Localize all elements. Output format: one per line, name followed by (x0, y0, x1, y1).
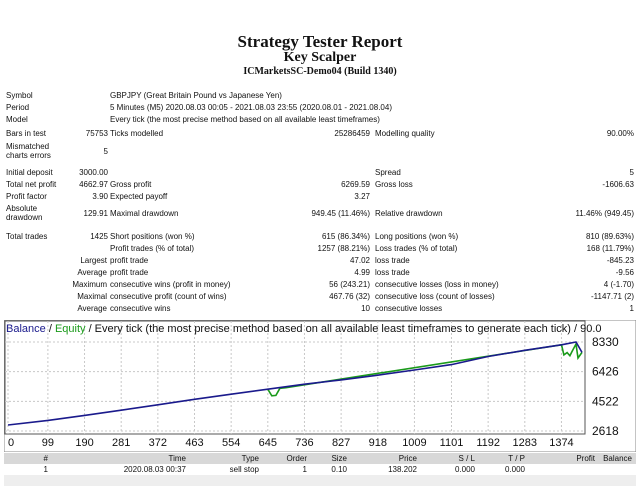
spread-label: Spread (375, 168, 401, 177)
bars-label: Bars in test (6, 129, 47, 138)
maximum-row (0, 279, 640, 291)
chart-legend (6, 323, 602, 335)
al-label: loss trade (375, 268, 410, 277)
ptrades-label: Profit trades (% of total) (110, 244, 195, 253)
reldd-value: 11.46% (949.45) (575, 209, 634, 218)
x-tick-label: 736 (295, 437, 314, 449)
cell-order: 1 (302, 465, 307, 474)
x-tick-label: 463 (185, 437, 204, 449)
deposit-label: Initial deposit (6, 168, 53, 177)
mismatch-row (0, 142, 640, 162)
acw-value: 10 (361, 304, 370, 313)
acl-label: consecutive losses (375, 304, 443, 313)
mcloss-value: -1147.71 (2) (591, 292, 634, 301)
x-tick-label: 1009 (402, 437, 427, 449)
maxdd-value: 949.45 (11.46%) (311, 209, 370, 218)
netprofit-label: Total net profit (6, 180, 57, 189)
maximum-label: Maximum (72, 280, 107, 289)
cell-sl: 0.000 (454, 465, 475, 474)
largest-row (0, 255, 640, 267)
table-row (4, 464, 636, 475)
table-row-empty (4, 475, 636, 486)
acw-label: consecutive wins (110, 304, 171, 313)
x-tick-label: 372 (148, 437, 168, 449)
cell-tp: 0.000 (504, 465, 525, 474)
col-price: Price (351, 453, 421, 464)
average2-label: Average (77, 304, 107, 313)
ap-label: profit trade (110, 268, 149, 277)
ptrades-value: 1257 (88.21%) (317, 244, 370, 253)
trades-row (0, 231, 640, 243)
cell-type: sell stop (229, 465, 259, 474)
model-row (0, 114, 640, 126)
grossprofit-value: 6269.59 (341, 180, 370, 189)
trades-header-row (4, 453, 636, 464)
y-tick-label: 8330 (592, 335, 619, 349)
lp-label: profit trade (110, 256, 149, 265)
report-title: Strategy Tester Report (237, 32, 403, 51)
x-tick-label: 99 (41, 437, 55, 449)
absdd-label: Absolute drawdown (6, 204, 43, 222)
cell-number: 1 (43, 465, 48, 474)
cell-time: 2020.08.03 00:37 (123, 465, 186, 474)
ap-value: 4.99 (354, 268, 370, 277)
bars-value: 75753 (85, 129, 108, 138)
mcloss-label: consecutive loss (count of losses) (375, 292, 495, 301)
ltrades-label: Loss trades (% of total) (375, 244, 458, 253)
trades-table (4, 453, 636, 486)
y-tick-label: 2618 (592, 424, 619, 438)
cell-size: 0.10 (331, 465, 347, 474)
pf-value: 3.90 (92, 192, 108, 201)
col-number: # (4, 453, 52, 464)
mcl-label: consecutive losses (loss in money) (375, 280, 499, 289)
ll-value: -845.23 (606, 256, 634, 265)
symbol-row (0, 90, 640, 102)
pf-label: Profit factor (6, 192, 47, 201)
long-value: 810 (89.63%) (585, 232, 634, 241)
period-row (0, 102, 640, 114)
x-tick-label: 190 (75, 437, 94, 449)
x-tick-label: 281 (112, 437, 131, 449)
balance-chart-svg (4, 320, 636, 452)
x-tick-label: 1101 (439, 437, 464, 449)
average-row (0, 267, 640, 279)
legend-balance: Balance (6, 323, 46, 335)
largest-label: Largest (80, 256, 107, 265)
symbol-value: GBPJPY (Great Britain Pound vs Japanese Yen) (110, 91, 282, 100)
maxdd-label: Maximal drawdown (110, 209, 179, 218)
x-tick-label: 554 (221, 437, 241, 449)
ticks-label: Ticks modelled (110, 129, 164, 138)
balance-chart (4, 320, 636, 452)
x-tick-label: 1283 (512, 437, 538, 449)
ep-label: Expected payoff (110, 192, 168, 201)
trades-label: Total trades (6, 232, 48, 241)
deposit-row (0, 167, 640, 179)
grossloss-value: -1606.63 (602, 180, 634, 189)
model-label: Model (6, 115, 28, 124)
col-time: Time (52, 453, 190, 464)
mismatch-value: 5 (103, 147, 108, 156)
long-label: Long positions (won %) (375, 232, 459, 241)
average-label: Average (77, 268, 107, 277)
average2-row (0, 303, 640, 315)
empty-row-cell (4, 475, 636, 486)
cell-price: 138.202 (388, 465, 417, 474)
mcw-label: consecutive wins (profit in money) (110, 280, 231, 289)
netprofit-row (0, 179, 640, 191)
absdd-value: 129.91 (83, 209, 108, 218)
mcw-value: 56 (243.21) (329, 280, 370, 289)
ltrades-value: 168 (11.79%) (586, 244, 634, 253)
drawdown-row (0, 204, 640, 224)
ptrades-row (0, 243, 640, 255)
col-tp: T / P (479, 453, 529, 464)
period-label: Period (6, 103, 30, 112)
symbol-label: Symbol (6, 91, 33, 100)
reldd-label: Relative drawdown (375, 209, 443, 218)
short-value: 615 (86.34%) (321, 232, 370, 241)
mismatch-label: Mismatched charts errors (6, 142, 51, 160)
cell-profit (529, 464, 599, 475)
pf-row (0, 191, 640, 203)
netprofit-value: 4662.97 (79, 180, 108, 189)
grossloss-label: Gross loss (375, 180, 413, 189)
legend-equity: Equity (54, 323, 86, 335)
quality-value: 90.00% (606, 129, 634, 138)
cell-balance (599, 464, 636, 475)
deposit-value: 3000.00 (79, 168, 108, 177)
x-tick-label: 827 (331, 437, 351, 449)
ll-label: loss trade (375, 256, 410, 265)
legend-rest: / Every tick (the most precise method based on all available least timeframes to generate each tick) / 90.0 (85, 323, 602, 335)
grossprofit-label: Gross profit (110, 180, 152, 189)
col-size: Size (311, 453, 351, 464)
col-order: Order (263, 453, 311, 464)
bars-row (0, 128, 640, 140)
al-value: -9.56 (615, 268, 634, 277)
acl-value: 1 (629, 304, 634, 313)
x-tick-label: 1374 (549, 437, 574, 449)
ticks-value: 25286459 (334, 129, 370, 138)
server-build: ICMarketsSC-Demo04 (Build 1340) (243, 66, 397, 77)
short-label: Short positions (won %) (110, 232, 195, 241)
col-sl: S / L (421, 453, 479, 464)
trades-value: 1425 (90, 232, 108, 241)
mcl-value: 4 (-1.70) (603, 280, 634, 289)
ep-value: 3.27 (354, 192, 370, 201)
expert-name: Key Scalper (283, 50, 357, 65)
x-tick-label: 645 (258, 437, 277, 449)
x-tick-label: 918 (368, 437, 387, 449)
mcp-value: 467.76 (32) (329, 292, 370, 301)
lp-value: 47.02 (349, 256, 370, 265)
maximal-row (0, 291, 640, 303)
x-tick-label: 1192 (476, 437, 500, 449)
x-tick-label: 0 (8, 437, 15, 449)
col-profit: Profit (529, 453, 599, 464)
spread-value: 5 (629, 168, 634, 177)
col-type: Type (190, 453, 263, 464)
model-value: Every tick (the most precise method based on all available least timeframes) (110, 115, 380, 124)
mcp-label: consecutive profit (count of wins) (110, 292, 227, 301)
quality-label: Modelling quality (375, 129, 435, 138)
y-tick-label: 6426 (592, 364, 619, 379)
maximal-label: Maximal (77, 292, 107, 301)
col-balance: Balance (599, 453, 636, 464)
period-value: 5 Minutes (M5) 2020.08.03 00:05 - 2021.08.03 23:55 (2020.08.01 - 2021.08.04) (110, 103, 392, 112)
y-tick-label: 4522 (592, 394, 619, 409)
legend-sep: / (45, 323, 55, 335)
